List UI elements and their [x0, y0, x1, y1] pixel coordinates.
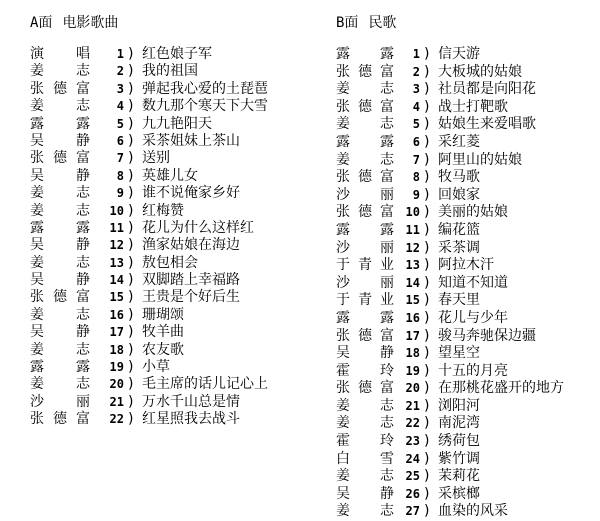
artist-name: 张德富 [336, 169, 394, 186]
artist-name: 沙丽 [30, 393, 90, 410]
artist-name: 露露 [336, 133, 394, 150]
side-a-track-row [30, 411, 320, 428]
side-b-track-row [336, 222, 596, 240]
song-title: 知道不知道 [438, 274, 508, 291]
track-number: 3 [412, 82, 420, 97]
artist-name: 姜志 [30, 341, 90, 358]
track-number: 10 [109, 203, 124, 218]
artist-name: 张德富 [30, 80, 90, 97]
paren-separator: ) [126, 272, 136, 289]
song-title: 采红菱 [438, 133, 480, 150]
track-number: 19 [109, 360, 124, 375]
song-title: 王贵是个好后生 [142, 289, 240, 306]
artist-name: 张德富 [30, 150, 90, 167]
paren-separator: ) [422, 257, 432, 274]
side-a-track-row [30, 220, 320, 237]
song-title: 绣荷包 [438, 433, 480, 450]
song-title: 花儿为什么这样红 [142, 219, 254, 236]
track-number: 6 [116, 133, 124, 148]
track-number: 7 [116, 151, 124, 166]
paren-separator: ) [422, 116, 432, 133]
artist-name: 演唱 [30, 46, 90, 62]
song-title: 望星空 [438, 345, 480, 362]
paren-separator: ) [422, 485, 432, 502]
paren-separator: ) [422, 151, 432, 168]
artist-name: 姜志 [30, 202, 90, 219]
song-title: 采茶调 [438, 239, 480, 256]
side-a-title: 电影歌曲 [62, 15, 119, 31]
track-number: 23 [405, 434, 420, 449]
side-b-track-row [336, 46, 596, 64]
track-number: 5 [412, 117, 420, 132]
side-b-track-row [336, 503, 596, 521]
side-a-track-row [30, 307, 320, 324]
side-b-track-row [336, 398, 596, 416]
song-title: 牧羊曲 [142, 324, 184, 341]
side-b-track-row [336, 451, 596, 469]
side-a-track-list [30, 46, 320, 429]
artist-name: 吴静 [336, 345, 394, 362]
artist-name: 姜志 [336, 81, 394, 98]
paren-separator: ) [422, 362, 432, 379]
song-title: 红色娘子军 [142, 46, 212, 62]
paren-separator: ) [126, 376, 136, 393]
side-a-track-row [30, 203, 320, 220]
side-b-label: B面 [336, 15, 359, 31]
track-number: 24 [405, 451, 420, 466]
side-b-track-row [336, 116, 596, 134]
song-title: 九九艳阳天 [142, 115, 212, 132]
paren-separator: ) [126, 202, 136, 219]
track-number: 8 [116, 168, 124, 183]
paren-separator: ) [126, 63, 136, 80]
track-number: 21 [405, 398, 420, 413]
song-title: 采槟榔 [438, 485, 480, 502]
side-b-track-row [336, 257, 596, 275]
paren-separator: ) [126, 46, 136, 62]
song-title: 南泥湾 [438, 415, 480, 432]
paren-separator: ) [422, 345, 432, 362]
track-number: 20 [109, 377, 124, 392]
paren-separator: ) [422, 221, 432, 238]
paren-separator: ) [422, 397, 432, 414]
side-b-track-row [336, 292, 596, 310]
artist-name: 张德富 [336, 204, 394, 221]
song-title: 茉莉花 [438, 468, 480, 485]
song-title: 紫竹调 [438, 450, 480, 467]
track-number: 2 [412, 64, 420, 79]
track-number: 1 [412, 47, 420, 61]
track-number: 25 [405, 469, 420, 484]
track-number: 13 [405, 258, 420, 273]
side-b-track-row [336, 204, 596, 222]
track-number: 9 [412, 187, 420, 202]
side-b-track-row [336, 345, 596, 363]
song-title: 渔家姑娘在海边 [142, 237, 240, 254]
side-b-track-row [336, 134, 596, 152]
artist-name: 张德富 [30, 289, 90, 306]
paren-separator: ) [422, 274, 432, 291]
track-number: 22 [405, 416, 420, 431]
side-a-track-row [30, 81, 320, 98]
track-number: 20 [405, 381, 420, 396]
track-number: 6 [412, 134, 420, 149]
song-title: 珊瑚颂 [142, 306, 184, 323]
song-title: 数九那个寒天下大雪 [142, 98, 268, 115]
side-b-track-row [336, 468, 596, 486]
side-a-track-row [30, 98, 320, 115]
side-b-track-row [336, 328, 596, 346]
track-number: 18 [109, 342, 124, 357]
paren-separator: ) [422, 239, 432, 256]
paren-separator: ) [422, 46, 432, 62]
paren-separator: ) [126, 98, 136, 115]
side-a-track-row [30, 46, 320, 63]
artist-name: 吴静 [30, 132, 90, 149]
song-title: 社员都是向阳花 [438, 81, 536, 98]
side-b-track-row [336, 486, 596, 504]
song-title: 敖包相会 [142, 254, 198, 271]
artist-name: 于青业 [336, 292, 394, 309]
side-b-track-row [336, 380, 596, 398]
paren-separator: ) [422, 380, 432, 397]
song-title: 信天游 [438, 46, 480, 62]
artist-name: 张德富 [30, 411, 90, 428]
paren-separator: ) [422, 81, 432, 98]
track-number: 3 [116, 81, 124, 96]
artist-name: 吴静 [30, 272, 90, 289]
side-a-track-row [30, 116, 320, 133]
paren-separator: ) [126, 167, 136, 184]
song-title: 我的祖国 [142, 63, 198, 80]
artist-name: 姜志 [336, 503, 394, 520]
side-a-track-row [30, 376, 320, 393]
artist-name: 露露 [30, 219, 90, 236]
track-number: 9 [116, 186, 124, 201]
side-b-track-list [336, 46, 596, 521]
side-b-panel [336, 14, 596, 521]
side-b-track-row [336, 152, 596, 170]
song-title: 阿拉木汗 [438, 257, 494, 274]
paren-separator: ) [422, 468, 432, 485]
paren-separator: ) [126, 324, 136, 341]
track-number: 19 [405, 363, 420, 378]
track-number: 4 [116, 99, 124, 114]
paren-separator: ) [126, 185, 136, 202]
side-a-track-row [30, 342, 320, 359]
paren-separator: ) [422, 503, 432, 520]
song-title: 姑娘生来爱唱歌 [438, 116, 536, 133]
track-number: 4 [412, 99, 420, 114]
song-title: 红星照我去战斗 [142, 411, 240, 428]
track-number: 26 [405, 486, 420, 501]
paren-separator: ) [126, 150, 136, 167]
side-b-track-row [336, 64, 596, 82]
paren-separator: ) [126, 80, 136, 97]
song-title: 编花篮 [438, 221, 480, 238]
artist-name: 霍玲 [336, 433, 394, 450]
song-title: 骏马奔驰保边疆 [438, 327, 536, 344]
side-b-track-row [336, 169, 596, 187]
side-b-title: 民歌 [368, 15, 397, 31]
artist-name: 姜志 [30, 254, 90, 271]
artist-name: 露露 [336, 221, 394, 238]
track-number: 16 [109, 307, 124, 322]
track-number: 11 [109, 220, 124, 235]
paren-separator: ) [126, 393, 136, 410]
track-number: 18 [405, 346, 420, 361]
song-title: 双脚踏上幸福路 [142, 272, 240, 289]
artist-name: 姜志 [30, 376, 90, 393]
side-a-track-row [30, 168, 320, 185]
song-title: 小草 [142, 359, 170, 376]
song-title: 农友歌 [142, 341, 184, 358]
artist-name: 姜志 [30, 63, 90, 80]
paren-separator: ) [422, 415, 432, 432]
song-title: 弹起我心爱的土琵琶 [142, 80, 268, 97]
track-number: 8 [412, 170, 420, 185]
artist-name: 沙丽 [336, 239, 394, 256]
side-a-track-row [30, 359, 320, 376]
side-a-track-row [30, 324, 320, 341]
song-title: 大板城的姑娘 [438, 63, 522, 80]
song-title: 十五的月亮 [438, 362, 508, 379]
track-number: 27 [405, 504, 420, 519]
paren-separator: ) [422, 186, 432, 203]
side-a-track-row [30, 289, 320, 306]
side-a-panel [30, 14, 320, 429]
side-b-track-row [336, 433, 596, 451]
side-b-track-row [336, 363, 596, 381]
paren-separator: ) [422, 433, 432, 450]
artist-name: 白雪 [336, 450, 394, 467]
side-a-track-row [30, 150, 320, 167]
track-number: 2 [116, 64, 124, 79]
paren-separator: ) [126, 359, 136, 376]
artist-name: 张德富 [336, 327, 394, 344]
paren-separator: ) [126, 341, 136, 358]
track-number: 17 [109, 325, 124, 340]
artist-name: 姜志 [30, 185, 90, 202]
song-title: 浏阳河 [438, 397, 480, 414]
artist-name: 张德富 [336, 63, 394, 80]
side-a-track-row [30, 272, 320, 289]
artist-name: 露露 [336, 309, 394, 326]
paren-separator: ) [126, 219, 136, 236]
track-number: 15 [109, 290, 124, 305]
artist-name: 姜志 [336, 415, 394, 432]
paren-separator: ) [422, 133, 432, 150]
song-title: 美丽的姑娘 [438, 204, 508, 221]
song-title: 送别 [142, 150, 170, 167]
paren-separator: ) [126, 115, 136, 132]
artist-name: 霍玲 [336, 362, 394, 379]
song-title: 血染的风采 [438, 503, 508, 520]
track-number: 17 [405, 328, 420, 343]
track-number: 12 [405, 240, 420, 255]
artist-name: 于青业 [336, 257, 394, 274]
paren-separator: ) [422, 327, 432, 344]
artist-name: 姜志 [30, 306, 90, 323]
paren-separator: ) [126, 254, 136, 271]
song-title: 红梅赞 [142, 202, 184, 219]
paren-separator: ) [126, 289, 136, 306]
track-number: 21 [109, 394, 124, 409]
song-title: 英雄儿女 [142, 167, 198, 184]
song-title: 牧马歌 [438, 169, 480, 186]
side-b-track-row [336, 99, 596, 117]
artist-name: 姜志 [336, 151, 394, 168]
song-title: 谁不说俺家乡好 [142, 185, 240, 202]
track-number: 7 [412, 152, 420, 167]
artist-name: 露露 [336, 46, 394, 62]
track-number: 11 [405, 222, 420, 237]
paren-separator: ) [126, 237, 136, 254]
artist-name: 露露 [30, 359, 90, 376]
track-number: 22 [109, 412, 124, 427]
track-number: 1 [116, 47, 124, 61]
track-number: 16 [405, 310, 420, 325]
paren-separator: ) [126, 411, 136, 428]
side-b-track-row [336, 240, 596, 258]
paren-separator: ) [422, 63, 432, 80]
side-a-track-row [30, 63, 320, 80]
artist-name: 沙丽 [336, 186, 394, 203]
track-number: 12 [109, 238, 124, 253]
song-title: 花儿与少年 [438, 309, 508, 326]
artist-name: 张德富 [336, 98, 394, 115]
paren-separator: ) [422, 309, 432, 326]
side-b-track-row [336, 81, 596, 99]
side-a-track-row [30, 394, 320, 411]
artist-name: 姜志 [336, 397, 394, 414]
track-number: 10 [405, 205, 420, 220]
artist-name: 姜志 [30, 98, 90, 115]
side-a-heading [30, 14, 320, 32]
side-a-track-row [30, 255, 320, 272]
artist-name: 吴静 [30, 237, 90, 254]
side-b-track-row [336, 415, 596, 433]
track-number: 15 [405, 293, 420, 308]
song-title: 毛主席的话儿记心上 [142, 376, 268, 393]
side-b-heading [336, 14, 596, 32]
artist-name: 露露 [30, 115, 90, 132]
paren-separator: ) [422, 204, 432, 221]
artist-name: 吴静 [30, 324, 90, 341]
paren-separator: ) [422, 450, 432, 467]
paren-separator: ) [422, 169, 432, 186]
artist-name: 姜志 [336, 116, 394, 133]
paren-separator: ) [422, 292, 432, 309]
song-title: 回娘家 [438, 186, 480, 203]
song-title: 春天里 [438, 292, 480, 309]
side-a-track-row [30, 185, 320, 202]
side-b-track-row [336, 187, 596, 205]
track-number: 14 [109, 273, 124, 288]
side-b-track-row [336, 310, 596, 328]
paren-separator: ) [126, 132, 136, 149]
paren-separator: ) [422, 98, 432, 115]
track-number: 5 [116, 116, 124, 131]
side-a-track-row [30, 237, 320, 254]
side-a-label: A面 [30, 15, 53, 31]
artist-name: 张德富 [336, 380, 394, 397]
artist-name: 吴静 [336, 485, 394, 502]
song-title: 战士打靶歌 [438, 98, 508, 115]
artist-name: 吴静 [30, 167, 90, 184]
artist-name: 沙丽 [336, 274, 394, 291]
artist-name: 姜志 [336, 468, 394, 485]
track-number: 14 [405, 275, 420, 290]
side-b-track-row [336, 275, 596, 293]
side-a-track-row [30, 133, 320, 150]
song-title: 阿里山的姑娘 [438, 151, 522, 168]
song-title: 采茶姐妹上茶山 [142, 132, 240, 149]
paren-separator: ) [126, 306, 136, 323]
song-title: 在那桃花盛开的地方 [438, 380, 564, 397]
track-number: 13 [109, 255, 124, 270]
song-title: 万水千山总是情 [142, 393, 240, 410]
